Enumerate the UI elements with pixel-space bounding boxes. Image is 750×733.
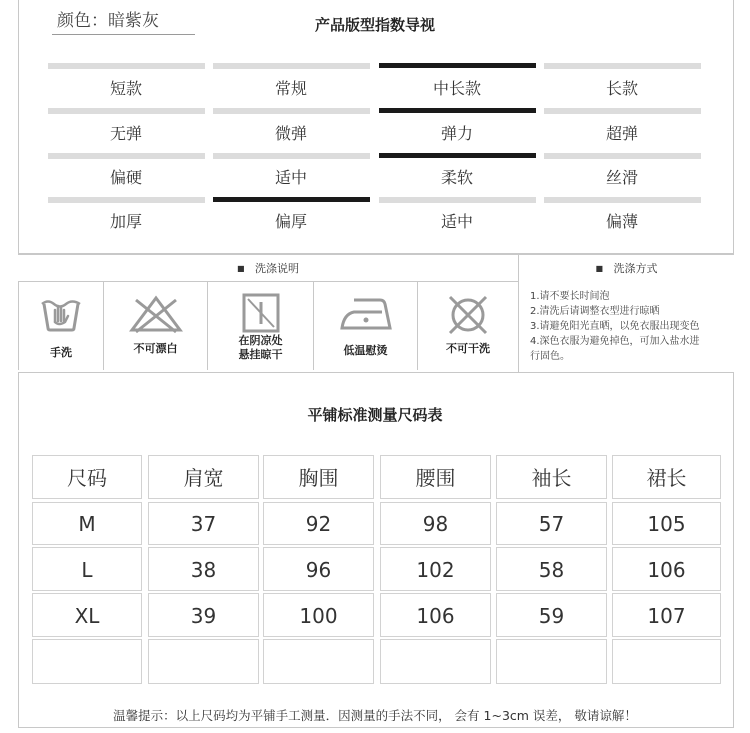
index-option-elasticity: 超弹 <box>605 124 638 143</box>
index-option-thickness: 加厚 <box>109 212 142 231</box>
index-indicator <box>48 108 205 114</box>
size-table-cell <box>263 639 374 684</box>
size-table-header: 胸围 <box>263 455 374 499</box>
size-table-cell: 39 <box>148 593 259 637</box>
size-table-cell <box>496 639 607 684</box>
size-table-cell: 105 <box>612 502 721 545</box>
index-indicator <box>213 153 370 159</box>
index-indicator <box>213 63 370 69</box>
wash-instructions-heading <box>18 256 518 282</box>
care-item-no-bleach <box>104 282 208 370</box>
size-table-cell: 59 <box>496 593 607 637</box>
size-table-cell: 100 <box>263 593 374 637</box>
index-option-length: 常规 <box>274 79 307 98</box>
care-label: 不可干洗 <box>446 342 490 355</box>
color-label: 颜色：暗紫灰 <box>57 11 159 31</box>
bullet-icon: ■ <box>595 264 604 273</box>
index-option-length: 中长款 <box>432 79 481 98</box>
index-option-thickness: 偏厚 <box>274 212 307 231</box>
size-table-cell: 98 <box>380 502 491 545</box>
index-indicator <box>544 108 701 114</box>
size-table-cell: 106 <box>380 593 491 637</box>
hang-dry-shade-icon <box>238 292 284 334</box>
index-indicator-selected <box>379 63 536 68</box>
bullet-icon: ■ <box>236 264 245 273</box>
index-indicator <box>48 153 205 159</box>
size-table-cell: 38 <box>148 547 259 591</box>
index-title: 产品版型指数导视 <box>314 16 435 34</box>
index-indicator <box>48 197 205 203</box>
care-item-hang-dry <box>208 282 314 370</box>
wash-method-label: 洗涤方式 <box>613 262 658 275</box>
index-option-length: 长款 <box>605 79 638 98</box>
no-dry-clean-icon <box>445 292 491 338</box>
size-table-cell: 96 <box>263 547 374 591</box>
index-indicator-selected <box>213 197 370 202</box>
index-option-softness: 柔软 <box>440 168 473 187</box>
care-note: 行固色。 <box>530 351 570 362</box>
size-table-header: 肩宽 <box>148 455 259 499</box>
size-table-cell: 37 <box>148 502 259 545</box>
size-table-cell <box>148 639 259 684</box>
care-note: 1.请不要长时间泡 <box>530 291 610 302</box>
index-option-elasticity: 微弹 <box>274 124 307 143</box>
index-indicator <box>544 153 701 159</box>
size-table-header: 尺码 <box>32 455 142 499</box>
wash-instructions-label: 洗涤说明 <box>255 262 300 275</box>
index-option-elasticity: 弹力 <box>440 124 473 143</box>
index-indicator <box>379 197 536 203</box>
care-item-no-dry-clean <box>418 282 519 370</box>
size-table-cell: 58 <box>496 547 607 591</box>
index-indicator <box>544 63 701 69</box>
care-note: 4.深色衣服为避免掉色，可加入盐水进 <box>530 336 700 347</box>
care-divider-top <box>18 254 734 255</box>
index-option-length: 短款 <box>109 79 142 98</box>
wash-method-heading <box>519 256 734 282</box>
care-note: 3.请避免阳光直晒，以免衣服出现变色 <box>530 321 700 332</box>
size-table-cell: 106 <box>612 547 721 591</box>
care-label: 低温慰烫 <box>343 344 388 357</box>
care-label: 手洗 <box>50 346 72 359</box>
size-table-title: 平铺标准测量尺码表 <box>307 406 443 424</box>
index-option-softness: 适中 <box>274 168 307 187</box>
size-table-header: 裙长 <box>612 455 721 499</box>
size-table-cell: M <box>32 502 142 545</box>
low-iron-icon <box>336 292 396 334</box>
care-item-low-iron <box>314 282 418 370</box>
size-table-header: 袖长 <box>496 455 607 499</box>
index-option-softness: 丝滑 <box>605 168 638 187</box>
care-label: 不可漂白 <box>133 342 178 355</box>
size-table-cell <box>612 639 721 684</box>
care-notes <box>530 289 740 364</box>
index-option-elasticity: 无弹 <box>109 124 142 143</box>
index-indicator-selected <box>379 108 536 113</box>
size-table-cell: L <box>32 547 142 591</box>
index-indicator <box>213 108 370 114</box>
care-label: 在阴凉处 悬挂晾干 <box>238 334 283 361</box>
size-table-cell <box>32 639 142 684</box>
size-table-cell <box>380 639 491 684</box>
measurement-footnote: 温馨提示：以上尺码均为平铺手工测量．因测量的手法不同， 会有 1~3cm 误差， 敬请谅解！ <box>113 708 637 723</box>
index-option-thickness: 偏薄 <box>605 212 638 231</box>
size-table-cell: 57 <box>496 502 607 545</box>
size-table-cell: XL <box>32 593 142 637</box>
hand-wash-icon <box>36 292 86 334</box>
index-indicator <box>48 63 205 69</box>
no-bleach-icon <box>126 292 186 334</box>
care-note: 2.清洗后请调整衣型进行晾晒 <box>530 306 660 317</box>
index-option-thickness: 适中 <box>440 212 473 231</box>
index-indicator-selected <box>379 153 536 158</box>
index-indicator <box>544 197 701 203</box>
size-table-header: 腰围 <box>380 455 491 499</box>
size-table-cell: 92 <box>263 502 374 545</box>
size-table-cell: 102 <box>380 547 491 591</box>
care-item-hand-wash <box>18 282 104 370</box>
size-table-cell: 107 <box>612 593 721 637</box>
index-option-softness: 偏硬 <box>109 168 142 187</box>
